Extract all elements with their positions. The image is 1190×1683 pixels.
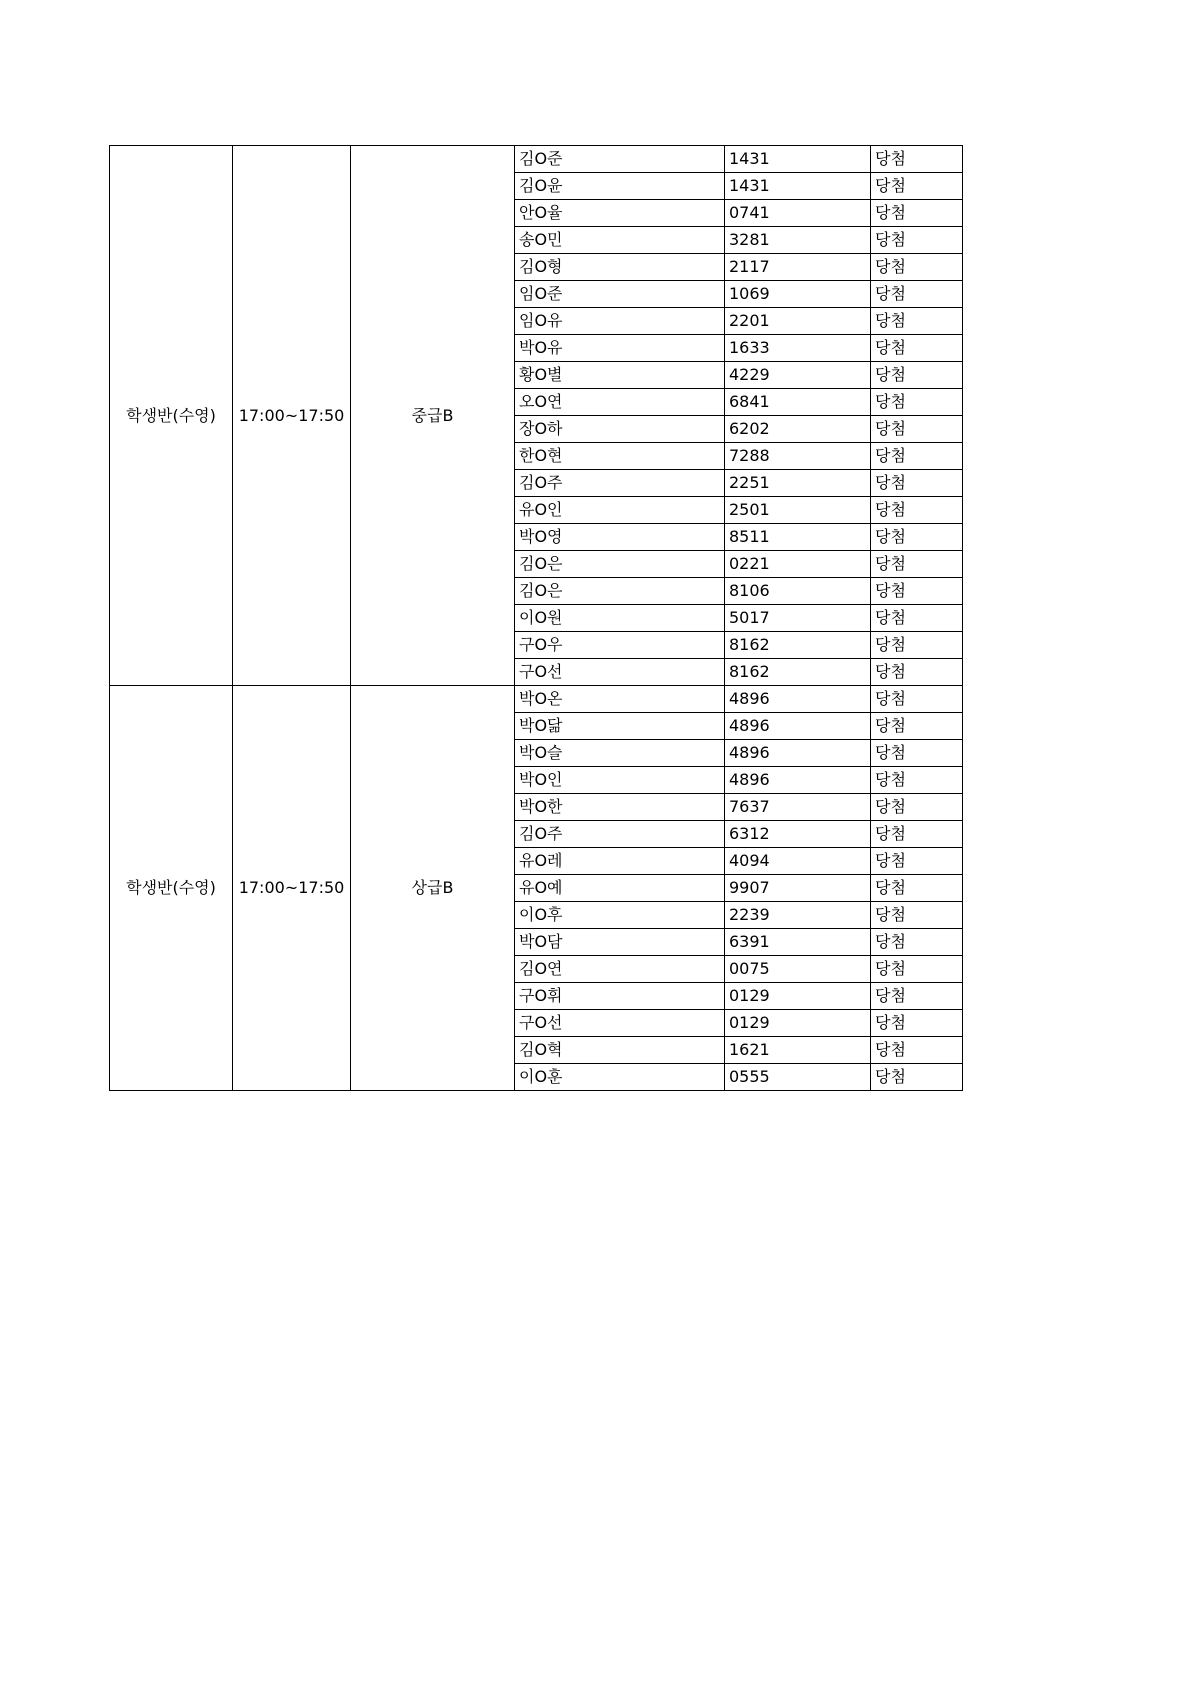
result-cell: 당첨 bbox=[871, 524, 963, 551]
name-cell: 김O은 bbox=[515, 551, 725, 578]
result-cell: 당첨 bbox=[871, 1064, 963, 1091]
code-cell: 4896 bbox=[725, 713, 871, 740]
name-cell: 임O유 bbox=[515, 308, 725, 335]
name-cell: 김O주 bbox=[515, 470, 725, 497]
name-cell: 오O연 bbox=[515, 389, 725, 416]
result-cell: 당첨 bbox=[871, 1010, 963, 1037]
code-cell: 0129 bbox=[725, 1010, 871, 1037]
name-cell: 박O한 bbox=[515, 794, 725, 821]
code-cell: 8106 bbox=[725, 578, 871, 605]
name-cell: 박O온 bbox=[515, 686, 725, 713]
code-cell: 0075 bbox=[725, 956, 871, 983]
name-cell: 이O훈 bbox=[515, 1064, 725, 1091]
table-row bbox=[110, 146, 963, 173]
result-cell: 당첨 bbox=[871, 308, 963, 335]
result-cell: 당첨 bbox=[871, 632, 963, 659]
result-cell: 당첨 bbox=[871, 335, 963, 362]
code-cell: 1431 bbox=[725, 173, 871, 200]
result-cell: 당첨 bbox=[871, 875, 963, 902]
code-cell: 8162 bbox=[725, 659, 871, 686]
level-cell: 중급B bbox=[351, 146, 515, 686]
name-cell: 이O후 bbox=[515, 902, 725, 929]
code-cell: 3281 bbox=[725, 227, 871, 254]
code-cell: 4229 bbox=[725, 362, 871, 389]
code-cell: 2117 bbox=[725, 254, 871, 281]
name-cell: 박O슬 bbox=[515, 740, 725, 767]
name-cell: 김O형 bbox=[515, 254, 725, 281]
name-cell: 안O율 bbox=[515, 200, 725, 227]
result-cell: 당첨 bbox=[871, 173, 963, 200]
result-cell: 당첨 bbox=[871, 1037, 963, 1064]
code-cell: 7637 bbox=[725, 794, 871, 821]
table-body bbox=[110, 146, 963, 1091]
name-cell: 김O윤 bbox=[515, 173, 725, 200]
code-cell: 2501 bbox=[725, 497, 871, 524]
result-cell: 당첨 bbox=[871, 686, 963, 713]
code-cell: 6841 bbox=[725, 389, 871, 416]
name-cell: 유O예 bbox=[515, 875, 725, 902]
name-cell: 김O연 bbox=[515, 956, 725, 983]
name-cell: 유O레 bbox=[515, 848, 725, 875]
code-cell: 5017 bbox=[725, 605, 871, 632]
result-cell: 당첨 bbox=[871, 794, 963, 821]
result-cell: 당첨 bbox=[871, 578, 963, 605]
name-cell: 임O준 bbox=[515, 281, 725, 308]
result-cell: 당첨 bbox=[871, 956, 963, 983]
result-cell: 당첨 bbox=[871, 767, 963, 794]
result-cell: 당첨 bbox=[871, 497, 963, 524]
name-cell: 구O휘 bbox=[515, 983, 725, 1010]
code-cell: 0741 bbox=[725, 200, 871, 227]
code-cell: 1621 bbox=[725, 1037, 871, 1064]
result-cell: 당첨 bbox=[871, 659, 963, 686]
result-cell: 당첨 bbox=[871, 362, 963, 389]
code-cell: 4896 bbox=[725, 740, 871, 767]
category-cell: 학생반(수영) bbox=[110, 686, 233, 1091]
time-cell: 17:00~17:50 bbox=[233, 686, 351, 1091]
name-cell: 김O혁 bbox=[515, 1037, 725, 1064]
code-cell: 6312 bbox=[725, 821, 871, 848]
result-cell: 당첨 bbox=[871, 443, 963, 470]
code-cell: 9907 bbox=[725, 875, 871, 902]
lottery-results-table bbox=[109, 145, 963, 1091]
code-cell: 4896 bbox=[725, 686, 871, 713]
code-cell: 4094 bbox=[725, 848, 871, 875]
name-cell: 송O민 bbox=[515, 227, 725, 254]
result-cell: 당첨 bbox=[871, 416, 963, 443]
name-cell: 박O유 bbox=[515, 335, 725, 362]
code-cell: 0129 bbox=[725, 983, 871, 1010]
code-cell: 0555 bbox=[725, 1064, 871, 1091]
result-cell: 당첨 bbox=[871, 470, 963, 497]
name-cell: 황O별 bbox=[515, 362, 725, 389]
result-cell: 당첨 bbox=[871, 254, 963, 281]
result-cell: 당첨 bbox=[871, 983, 963, 1010]
code-cell: 6202 bbox=[725, 416, 871, 443]
code-cell: 8511 bbox=[725, 524, 871, 551]
name-cell: 박O영 bbox=[515, 524, 725, 551]
name-cell: 구O선 bbox=[515, 1010, 725, 1037]
name-cell: 김O준 bbox=[515, 146, 725, 173]
result-cell: 당첨 bbox=[871, 605, 963, 632]
code-cell: 2201 bbox=[725, 308, 871, 335]
result-cell: 당첨 bbox=[871, 281, 963, 308]
code-cell: 1633 bbox=[725, 335, 871, 362]
result-cell: 당첨 bbox=[871, 929, 963, 956]
table-row bbox=[110, 686, 963, 713]
result-cell: 당첨 bbox=[871, 848, 963, 875]
result-cell: 당첨 bbox=[871, 227, 963, 254]
name-cell: 이O원 bbox=[515, 605, 725, 632]
result-cell: 당첨 bbox=[871, 821, 963, 848]
name-cell: 한O현 bbox=[515, 443, 725, 470]
name-cell: 유O인 bbox=[515, 497, 725, 524]
time-cell: 17:00~17:50 bbox=[233, 146, 351, 686]
name-cell: 박O닮 bbox=[515, 713, 725, 740]
name-cell: 박O담 bbox=[515, 929, 725, 956]
code-cell: 1069 bbox=[725, 281, 871, 308]
code-cell: 4896 bbox=[725, 767, 871, 794]
result-cell: 당첨 bbox=[871, 713, 963, 740]
code-cell: 0221 bbox=[725, 551, 871, 578]
code-cell: 1431 bbox=[725, 146, 871, 173]
result-cell: 당첨 bbox=[871, 389, 963, 416]
level-cell: 상급B bbox=[351, 686, 515, 1091]
name-cell: 박O인 bbox=[515, 767, 725, 794]
code-cell: 2239 bbox=[725, 902, 871, 929]
code-cell: 8162 bbox=[725, 632, 871, 659]
name-cell: 장O하 bbox=[515, 416, 725, 443]
result-cell: 당첨 bbox=[871, 902, 963, 929]
result-cell: 당첨 bbox=[871, 740, 963, 767]
code-cell: 2251 bbox=[725, 470, 871, 497]
result-cell: 당첨 bbox=[871, 551, 963, 578]
name-cell: 김O은 bbox=[515, 578, 725, 605]
result-cell: 당첨 bbox=[871, 146, 963, 173]
name-cell: 김O주 bbox=[515, 821, 725, 848]
result-cell: 당첨 bbox=[871, 200, 963, 227]
category-cell: 학생반(수영) bbox=[110, 146, 233, 686]
code-cell: 7288 bbox=[725, 443, 871, 470]
name-cell: 구O우 bbox=[515, 632, 725, 659]
name-cell: 구O선 bbox=[515, 659, 725, 686]
code-cell: 6391 bbox=[725, 929, 871, 956]
